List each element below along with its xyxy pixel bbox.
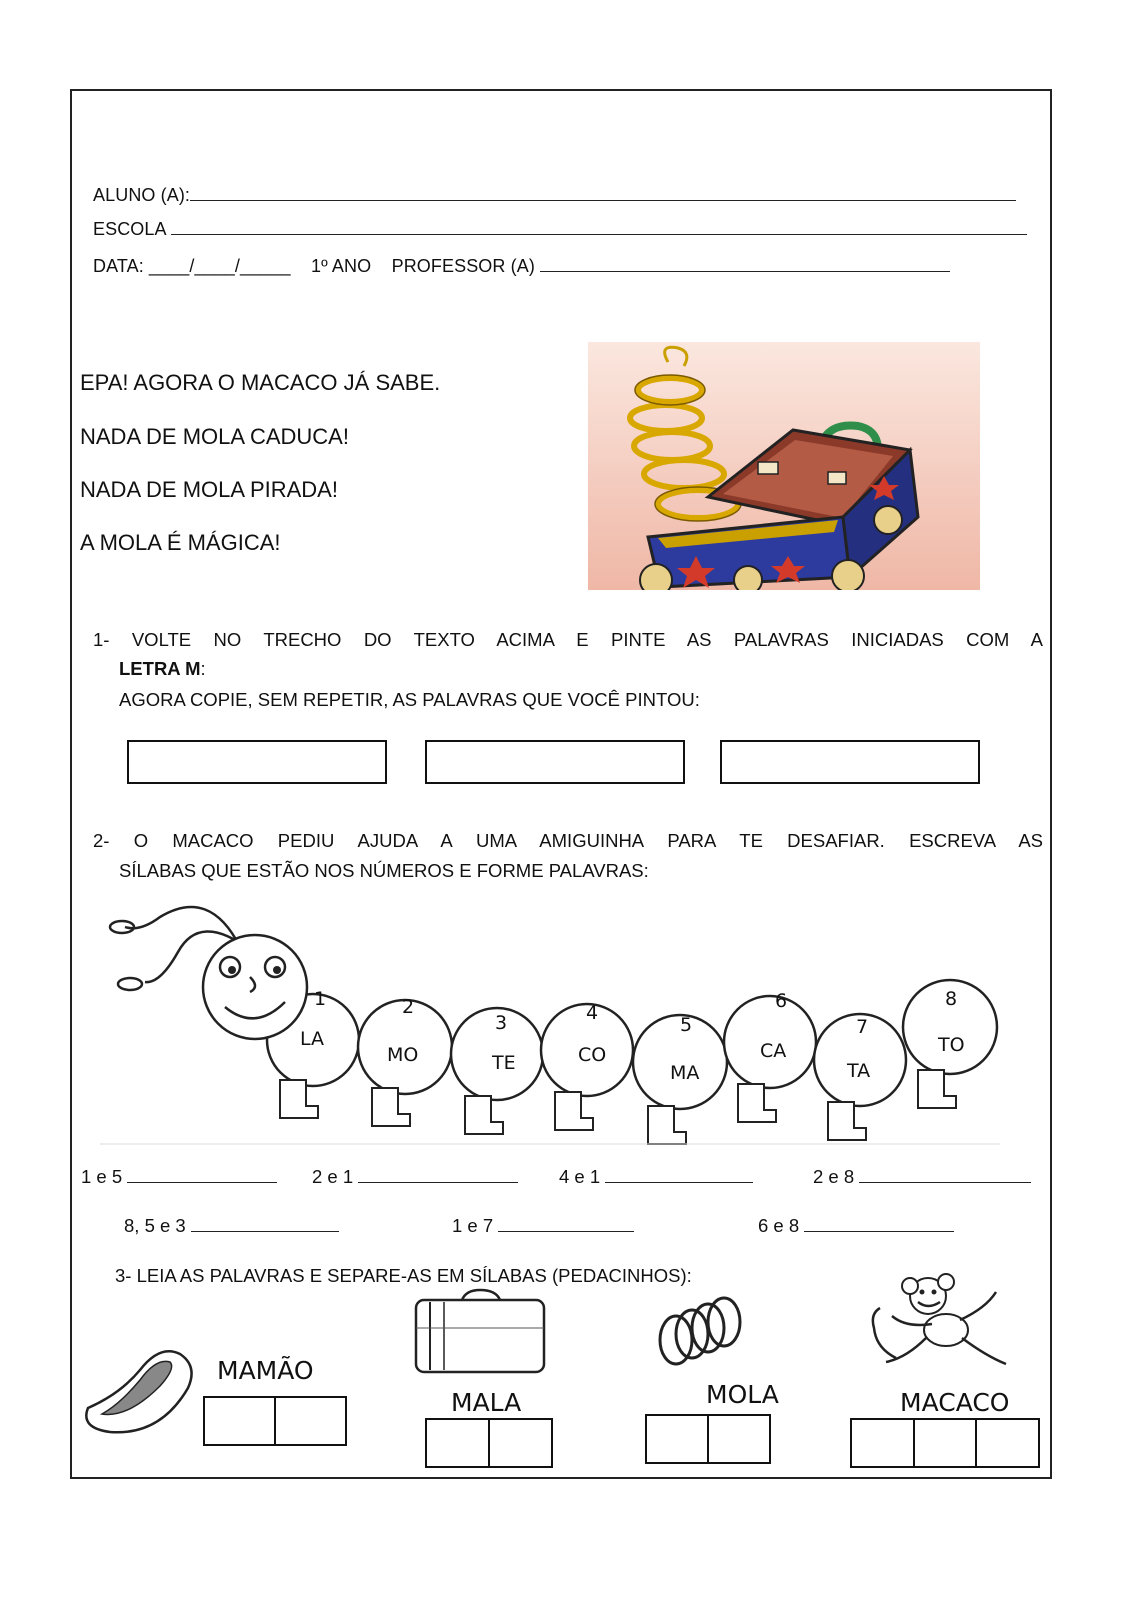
word-label: MAMÃO (217, 1356, 314, 1385)
word-label: MALA (451, 1388, 522, 1417)
segment-number: 6 (775, 990, 788, 1012)
q3-title: 3- LEIA AS PALAVRAS E SEPARE-AS EM SÍLABAS (PEDACINHOS): (115, 1265, 692, 1286)
segment-syllable: TA (847, 1060, 871, 1082)
q1-prompt: VOLTE NO TRECHO DO TEXTO ACIMA E PINTE AS PALAVRAS INICIADAS COM A (131, 629, 1044, 650)
segment-number: 8 (945, 988, 958, 1010)
q1-instruction: AGORA COPIE, SEM REPETIR, AS PALAVRAS QUE VOCÊ PINTOU: (119, 689, 700, 710)
school-field[interactable] (171, 218, 1027, 235)
exercise-item: 1 e 5 (81, 1166, 277, 1188)
segment-number: 1 (314, 988, 327, 1010)
q2-prompt-line2: SÍLABAS QUE ESTÃO NOS NÚMEROS E FORME PALAVRAS: (119, 860, 649, 881)
date-line (93, 255, 950, 277)
word-label: MOLA (706, 1380, 779, 1409)
q2-prompt: O MACACO PEDIU AJUDA A UMA AMIGUINHA PARA TE DESAFIAR. ESCREVA AS (133, 830, 1043, 851)
monkey-illustration (866, 1268, 1026, 1374)
answer-line[interactable] (127, 1166, 277, 1183)
teacher-label: PROFESSOR (A) (391, 256, 535, 276)
school-line (93, 218, 1027, 240)
q1-bold-letter: LETRA M (119, 658, 201, 679)
poem-line: NADA DE MOLA CADUCA! (80, 424, 349, 449)
answer-box[interactable] (720, 740, 980, 784)
grade-label: 1º ANO (310, 256, 372, 276)
syllable-box[interactable] (203, 1396, 347, 1446)
syllable-box[interactable] (645, 1414, 771, 1464)
papaya-illustration (80, 1348, 200, 1438)
answer-line[interactable] (358, 1166, 518, 1183)
student-label: ALUNO (A): (93, 185, 191, 205)
answer-line[interactable] (605, 1166, 753, 1183)
segment-syllable: TO (938, 1034, 965, 1056)
exercise-item: 8, 5 e 3 (124, 1215, 339, 1237)
word-label: MACACO (900, 1388, 1010, 1417)
exercise-item: 6 e 8 (758, 1215, 954, 1237)
teacher-field[interactable] (540, 255, 950, 272)
answer-line[interactable] (859, 1166, 1031, 1183)
segment-number: 7 (856, 1016, 869, 1038)
student-line (93, 184, 1016, 206)
answer-line[interactable] (804, 1215, 954, 1232)
answer-box[interactable] (425, 740, 685, 784)
q1-number: 1- (93, 629, 110, 650)
q2-number: 2- (93, 830, 110, 851)
answer-box[interactable] (127, 740, 387, 784)
suitcase-illustration (410, 1288, 550, 1378)
segment-syllable: LA (300, 1028, 325, 1050)
segment-syllable: CA (760, 1040, 787, 1062)
answer-line[interactable] (498, 1215, 634, 1232)
q1-colon: : (200, 658, 206, 679)
poem-line: A MOLA É MÁGICA! (80, 530, 281, 555)
syllable-box[interactable] (850, 1418, 1040, 1468)
poem-line: EPA! AGORA O MACACO JÁ SABE. (80, 370, 441, 395)
answer-line[interactable] (191, 1215, 339, 1232)
student-field[interactable] (190, 184, 1016, 201)
exercise-item: 4 e 1 (559, 1166, 753, 1188)
segment-syllable: TE (492, 1052, 516, 1074)
segment-syllable: MO (387, 1044, 419, 1066)
q2-text (93, 830, 1043, 852)
suitcase-spring-illustration (588, 342, 980, 590)
q1-text (93, 629, 1043, 651)
caterpillar-illustration (100, 892, 1020, 1152)
segment-syllable: MA (670, 1062, 700, 1084)
segment-number: 4 (586, 1002, 599, 1024)
spring-illustration (648, 1292, 748, 1372)
segment-number: 5 (680, 1014, 693, 1036)
school-label: ESCOLA (93, 219, 166, 239)
date-field[interactable]: DATA: ____/____/_____ (93, 256, 291, 276)
segment-number: 3 (495, 1012, 508, 1034)
exercise-item: 2 e 1 (312, 1166, 518, 1188)
q1-letter-line (119, 658, 206, 680)
segment-syllable: CO (578, 1044, 607, 1066)
exercise-item: 1 e 7 (452, 1215, 634, 1237)
syllable-box[interactable] (425, 1418, 553, 1468)
segment-number: 2 (402, 996, 415, 1018)
poem-line: NADA DE MOLA PIRADA! (80, 477, 338, 502)
exercise-item: 2 e 8 (813, 1166, 1031, 1188)
